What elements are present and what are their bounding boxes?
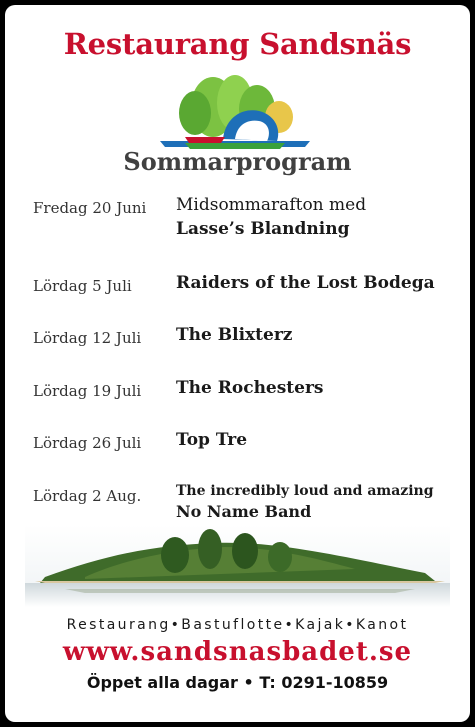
event-description bbox=[176, 273, 435, 293]
event-description bbox=[176, 430, 247, 450]
services-list: Restaurang•Bastuflotte•Kajak•Kanot bbox=[66, 617, 409, 633]
event-title: Midsommarafton med bbox=[176, 195, 367, 215]
event-description bbox=[176, 325, 292, 345]
event-date: Lördag 26 Juli bbox=[33, 434, 142, 452]
restaurant-title: Restaurang Sandsnäs bbox=[63, 27, 412, 61]
event-date: Lördag 19 Juli bbox=[33, 382, 142, 400]
event-subtitle: No Name Band bbox=[176, 502, 312, 521]
event-date: Lördag 5 Juli bbox=[33, 277, 132, 295]
event-date: Fredag 20 Juni bbox=[33, 199, 147, 217]
island-photo bbox=[25, 525, 450, 607]
event-title: Raiders of the Lost Bodega bbox=[176, 273, 435, 293]
poster bbox=[5, 5, 470, 722]
website-link[interactable]: www.sandsnasbadet.se bbox=[62, 637, 413, 667]
event-description bbox=[176, 195, 366, 239]
event-title: Top Tre bbox=[176, 430, 248, 450]
event-title: The Rochesters bbox=[176, 378, 324, 398]
event-date: Lördag 2 Aug. bbox=[33, 487, 142, 505]
event-description bbox=[176, 483, 434, 521]
event-title: The incredibly loud and amazing bbox=[176, 483, 434, 499]
program-subtitle: Sommarprogram bbox=[123, 147, 352, 176]
event-date: Lördag 12 Juli bbox=[33, 329, 142, 347]
event-subtitle: Lasse’s Blandning bbox=[176, 219, 350, 239]
landscape-logo-icon bbox=[155, 67, 315, 151]
event-title: The Blixterz bbox=[176, 325, 293, 345]
opening-hours-phone: Öppet alla dagar • T: 0291-10859 bbox=[86, 673, 389, 692]
event-description bbox=[176, 378, 324, 398]
